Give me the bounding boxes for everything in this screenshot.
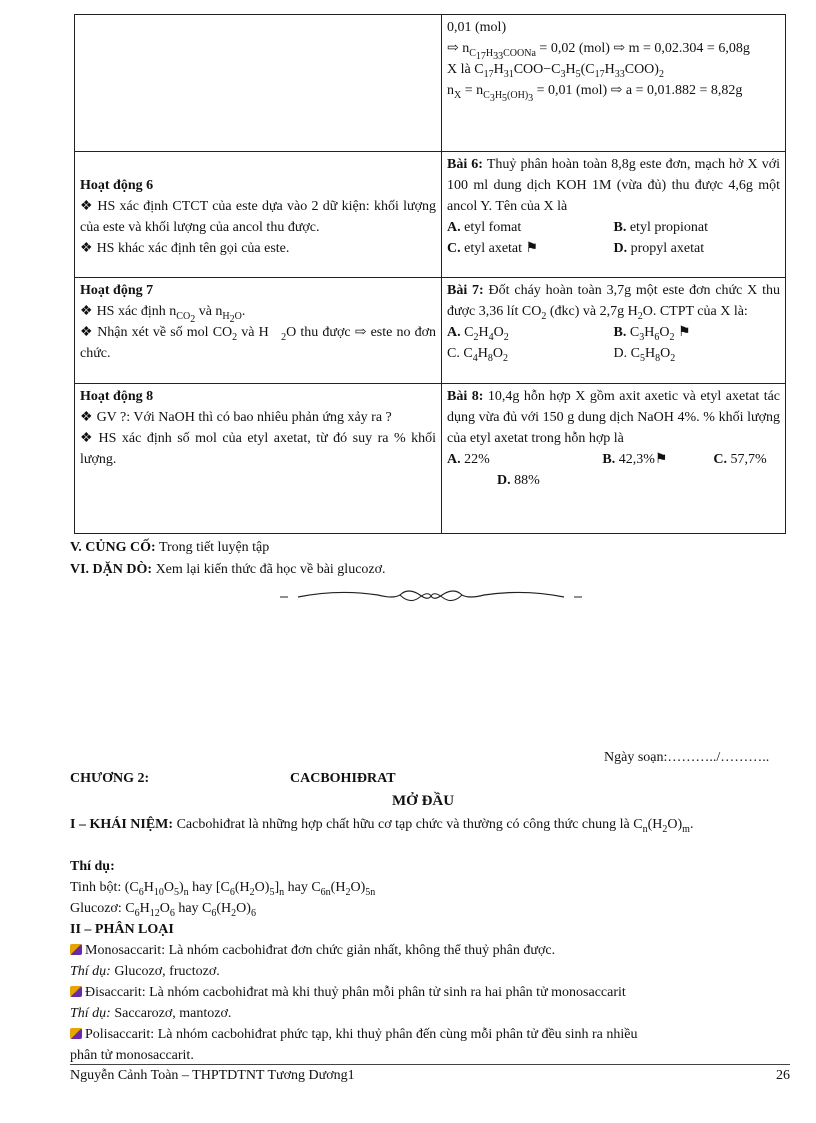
table-cell [75, 152, 442, 278]
bullet-icon [70, 1028, 82, 1039]
bullet-icon [70, 944, 82, 955]
activity-title: Hoạt động 8 [80, 389, 154, 404]
di-example: Thí dụ: Saccarozơ, mantozơ. [70, 1006, 232, 1021]
activity-item: ❖ GV ?: Với NaOH thì có bao nhiêu phản ứng xảy ra ? [80, 407, 436, 428]
activity-item: ❖ HS xác định số mol của etyl axetat, từ đó suy ra % khối lượng. [80, 428, 436, 470]
activity-item: ❖ HS khác xác định tên gọi của este. [80, 238, 436, 259]
solution-line: ⇨ $n_{C_{17}H_{33}COONa} = 0,02$ (mol) ⇨ m = 0,02.304 = 6,08g [447, 41, 750, 62]
table-cell [442, 384, 786, 534]
answer-row: A. etyl fomat B. etyl propionat [447, 220, 708, 235]
disaccarit: Đisaccarit: Là nhóm cacbohiđrat mà khi thuỷ phân mỗi phân tử sinh ra hai phân tử monosaccarit [70, 983, 626, 1003]
exercise-text: Bài 8: 10,4g hỗn hợp X gồm axit axetic và etyl axetat tác dụng vừa đủ với 150 g dung dịch NaOH 4%. % khối lượng của etyl axetat trong hỗn hợp là [447, 389, 781, 446]
phan-loai-heading: II – PHÂN LOẠI [70, 922, 174, 937]
dan-do: VI. DẶN DÒ: Xem lại kiến thức đã học về bài glucozơ. [70, 562, 386, 577]
thi-du-label: Thí dụ: [70, 859, 115, 874]
answer-row: C. $C_4H_8O_2$ D. $C_5H_8O_2$ [447, 346, 676, 364]
answer-d: propyl axetat [630, 241, 705, 256]
bullet-icon [70, 986, 82, 997]
answer-c: 57,7% [730, 452, 767, 467]
answer-d: 88% [514, 473, 540, 488]
exercise-text: Bài 6: Thuỷ phân hoàn toàn 8,8g este đơn, mạch hở X với 100 ml dung dịch KOH 1M (vừa đủ) thu được 4,6g một ancol Y. Tên của X là [447, 157, 780, 214]
page-footer [70, 1064, 790, 1084]
page-number: 26 [776, 1068, 790, 1083]
answer-a: 22% [464, 452, 490, 467]
activity-table [74, 14, 786, 534]
table-row [75, 152, 786, 278]
answer-c: etyl axetat ⚑ [464, 241, 539, 256]
tinh-bot: Tinh bột: $(C_6H_{10}O_5)_n$ hay $[C_6(H_2O)_5]_n$ hay $C_{6n}(H_2O)_{5n}$ [70, 880, 376, 898]
table-row [75, 15, 786, 152]
mono-example: Thí dụ: Glucozơ, fructozơ. [70, 964, 220, 979]
table-cell [442, 15, 786, 152]
answer-b: etyl propionat [629, 220, 708, 235]
table-cell [442, 152, 786, 278]
activity-title: Hoạt động 6 [80, 178, 154, 193]
activity-title: Hoạt động 7 [80, 283, 154, 298]
solution-line: $n_X = n_{C_3H_5(OH)_3} = 0,01$ (mol) ⇨ a = 0,01.882 = 8,82g [447, 83, 743, 104]
cung-co: V. CỦNG CỐ: Trong tiết luyện tập [70, 540, 270, 555]
ngay-soan: Ngày soạn:………../……….. [604, 750, 770, 765]
table-cell [75, 278, 442, 384]
khai-niem: I – KHÁI NIỆM: Cacbohiđrat là những hợp chất hữu cơ tạp chức và thường có công thức chung là $C_n(H_2O)_m$. [70, 817, 694, 835]
chapter-number: CHƯƠNG 2: [70, 771, 150, 786]
section-title: MỞ ĐẦU [392, 793, 455, 809]
answer-a: etyl fomat [464, 220, 522, 235]
polisaccarit: Polisaccarit: Là nhóm cacbohiđrat phức tạp, khi thuỷ phân đến cùng mỗi phân tử đều sinh ra nhiều [70, 1025, 637, 1045]
ornament-divider [278, 585, 584, 607]
answer-row: A. $C_2H_4O_2$ B. $C_3H_6O_2$ ⚑ [447, 325, 691, 343]
exercise-text: Bài 7: Đốt cháy hoàn toàn 3,7g một este đơn chức X thu được 3,36 lít $CO_2$ (đkc) và 2,7g $H_2O$. CTPT của X là: [447, 283, 780, 322]
monosaccarit: Monosaccarit: Là nhóm cacbohiđrat đơn chức giản nhất, không thể thuỷ phân được. [70, 941, 555, 961]
solution-line: X là $C_{17}H_{31}COO-C_3H_5(C_{17}H_{33}COO)_2$ [447, 62, 664, 80]
activity-item: ❖ HS xác định $n_{CO_2}$ và $n_{H_2O}$. [80, 301, 436, 322]
table-cell [75, 15, 442, 152]
table-cell [442, 278, 786, 384]
chapter-title: CACBOHIĐRAT [290, 771, 396, 786]
polisaccarit-cont: phân tử monosaccarit. [70, 1048, 194, 1063]
answer-b: 42,3%⚑ [618, 452, 668, 467]
answer-row: C. etyl axetat ⚑ D. propyl axetat [447, 241, 705, 256]
table-row [75, 384, 786, 534]
answer-row: A. 22% B. 42,3%⚑ C. 57,7% [447, 452, 767, 467]
activity-item: ❖ HS xác định CTCT của este dựa vào 2 dữ kiện: khối lượng của este và khối lượng của ancol thu được. [80, 196, 436, 238]
table-cell [75, 384, 442, 534]
glucozo: Glucozơ: $C_6H_{12}O_6$ hay $C_6(H_2O)_6$ [70, 901, 256, 919]
footer-author: Nguyễn Cảnh Toàn – THPTDTNT Tương Dương1 [70, 1068, 355, 1083]
answer-row: D. 88% [497, 473, 540, 488]
table-row [75, 278, 786, 384]
activity-item: ❖ Nhận xét về số mol $CO_2$ và H $_2$O thu được ⇨ este no đơn chức. [80, 322, 436, 364]
solution-line: 0,01 (mol) [447, 20, 507, 35]
